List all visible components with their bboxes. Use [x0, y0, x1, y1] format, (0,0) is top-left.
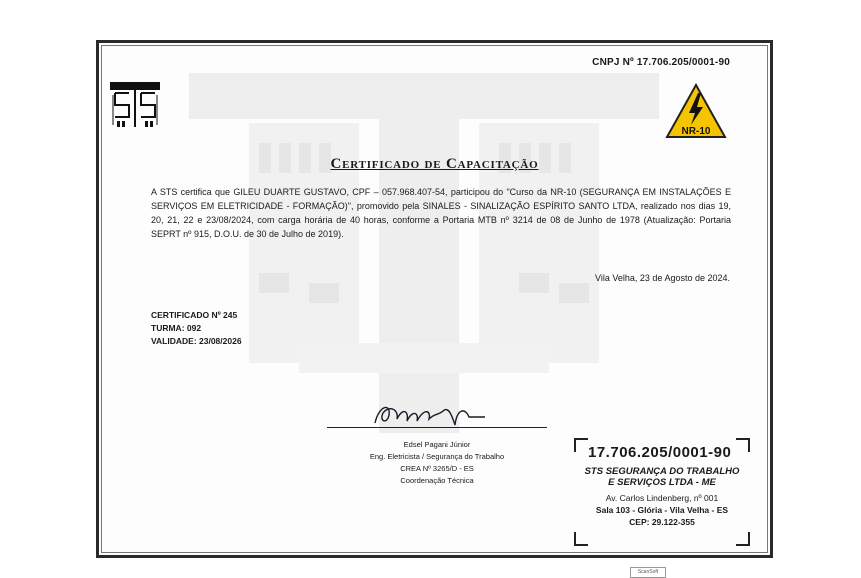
place-date: Vila Velha, 23 de Agosto de 2024. — [595, 273, 730, 283]
handwritten-signature — [369, 399, 489, 429]
signer-role: Eng. Eletricista / Segurança do Trabalho — [369, 452, 505, 461]
signer-block — [327, 439, 547, 487]
certificate-number: CERTIFICADO Nº 245 — [151, 310, 238, 320]
cnpj-stamp — [574, 438, 750, 546]
scanner-tag: ScanSoft — [630, 567, 666, 578]
nr10-warning-icon — [665, 83, 727, 139]
signer-crea: CREA Nº 3265/D - ES — [400, 464, 474, 473]
certificate-title: Certificado de Capacitação — [330, 156, 539, 172]
certificate-body: A STS certifica que GILEU DUARTE GUSTAVO, CPF – 057.968.407-54, participou do "Curso da NR-10 (SEGURANÇA EM INSTALAÇÕES E SERVIÇOS EM ELETRICIDADE - FORMAÇÃO)", promovido pela SINALES - SINALIZAÇÃO ESPÍRITO SANTO LTDA, realizado nos dias 19, 20, 21, 22 e 23/08/2024, com carga horária de 40 horas, conforme a Portaria MTB nº 3214 de 08 de Junho de 1978 (Atualização: Portaria SEPRT nº 915, D.O.U. de 30 de Julho de 2019). — [151, 187, 731, 239]
signer-position: Coordenação Técnica — [400, 476, 474, 485]
class-number: TURMA: 092 — [151, 323, 202, 333]
stamp-address-line2: Sala 103 - Glória - Vila Velha - ES — [595, 505, 729, 515]
nr10-badge-label: NR-10 — [681, 126, 711, 137]
cnpj-number: CNPJ Nº 17.706.205/0001-90 — [592, 57, 730, 68]
signer-name: Edsel Pagani Júnior — [403, 440, 471, 449]
stamp-company-line1: STS SEGURANÇA DO TRABALHO — [584, 466, 740, 477]
validity-date: VALIDADE: 23/08/2026 — [151, 336, 242, 346]
certificate-meta — [151, 309, 242, 348]
sts-logo-icon — [109, 81, 161, 143]
stamp-cep: CEP: 29.122-355 — [629, 517, 695, 527]
signature-line — [327, 427, 547, 428]
stamp-cnpj: 17.706.205/0001-90 — [588, 444, 732, 461]
stamp-address — [574, 492, 750, 528]
stamp-company — [574, 466, 750, 488]
stamp-company-line2: E SERVIÇOS LTDA - ME — [608, 477, 716, 488]
stamp-address-line1: Av. Carlos Lindenberg, nº 001 — [605, 493, 719, 503]
